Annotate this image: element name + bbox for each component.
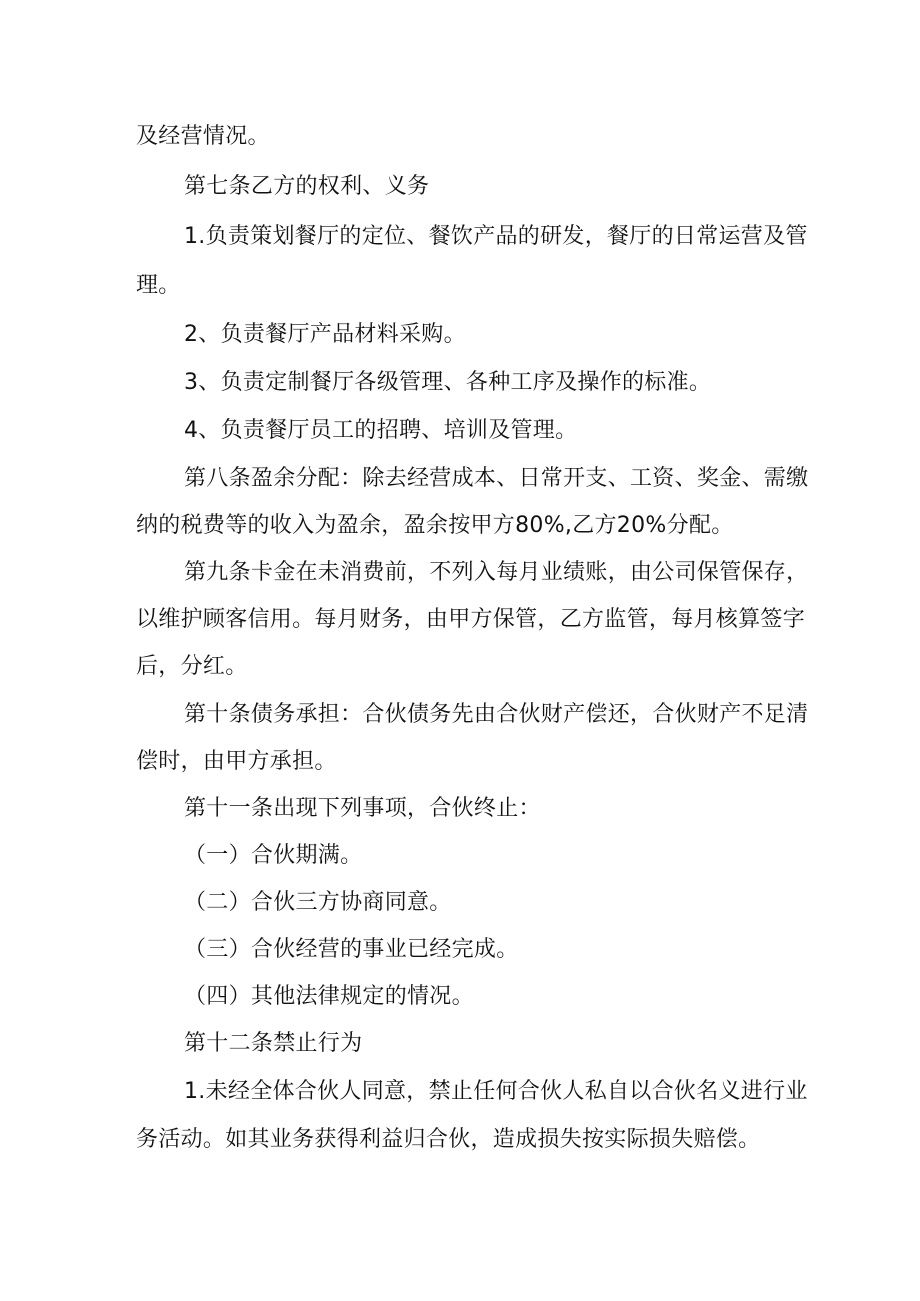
list-item: （一）合伙期满。 [184, 843, 363, 868]
list-item: 2、负责餐厅产品材料采购。 [184, 322, 466, 347]
section-heading: 第十一条出现下列事项，合伙终止： [184, 796, 541, 821]
list-item: 3、负责定制餐厅各级管理、各种工序及操作的标准。 [184, 370, 712, 395]
paragraph-line: 第十条债务承担：合伙债务先由合伙财产偿还，合伙财产不足清 [184, 702, 809, 727]
paragraph-line: 1.未经全体合伙人同意，禁止任何合伙人私自以合伙名义进行业 [184, 1079, 808, 1104]
paragraph-line: 偿时，由甲方承担。 [136, 749, 337, 774]
section-heading: 第十二条禁止行为 [184, 1031, 363, 1056]
list-item: （三）合伙经营的事业已经完成。 [184, 937, 519, 962]
paragraph-line: 理。 [136, 273, 181, 298]
list-item: （四）其他法律规定的情况。 [184, 984, 474, 1009]
paragraph-line: 后，分红。 [136, 654, 248, 679]
paragraph-line: 务活动。如其业务获得利益归合伙，造成损失按实际损失赔偿。 [136, 1127, 761, 1152]
section-heading: 第七条乙方的权利、义务 [184, 174, 430, 199]
list-item: （二）合伙三方协商同意。 [184, 890, 452, 915]
paragraph-line: 及经营情况。 [136, 124, 270, 149]
paragraph-line: 纳的税费等的收入为盈余，盈余按甲方80%,乙方20%分配。 [136, 513, 734, 538]
paragraph-line: 第八条盈余分配：除去经营成本、日常开支、工资、奖金、需缴 [184, 466, 809, 491]
paragraph-line: 1.负责策划餐厅的定位、餐饮产品的研发，餐厅的日常运营及管 [184, 224, 808, 249]
paragraph-line: 第九条卡金在未消费前，不列入每月业绩账，由公司保管保存， [184, 560, 809, 585]
list-item: 4、负责餐厅员工的招聘、培训及管理。 [184, 418, 578, 443]
paragraph-line: 以维护顾客信用。每月财务，由甲方保管，乙方监管，每月核算签字 [136, 607, 806, 632]
